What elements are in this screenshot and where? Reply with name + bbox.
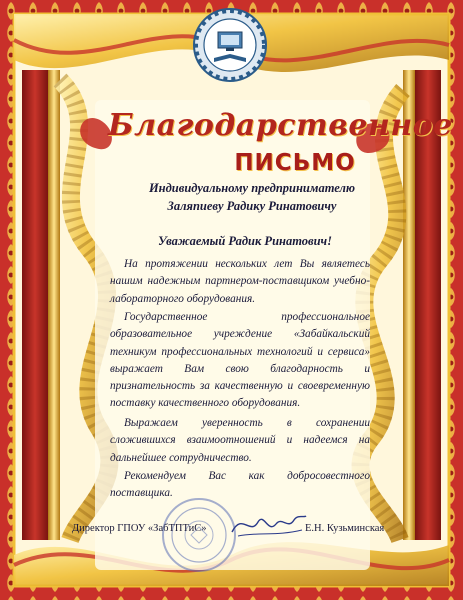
- title-script: Благодарственное: [108, 108, 453, 143]
- paragraph-line: сложившихся взаимоотношений и надеемся на: [110, 434, 370, 447]
- paragraph-line: Государственное профессиональное: [124, 311, 370, 323]
- paragraph-3: [110, 415, 370, 467]
- signatory-position: Директор ГПОУ «ЗабТПТиС»: [72, 523, 207, 534]
- paragraph-line: техникум профессиональных технологий и сервиса»: [110, 345, 370, 358]
- addressee-line-1: Индивидуальному предпринимателю: [148, 181, 356, 195]
- handwritten-signature: [228, 506, 308, 542]
- paragraph-line: Выражаем уверенность в сохранении: [124, 417, 370, 429]
- addressee-line-2: Заляпиеву Радику Ринатовичу: [167, 199, 337, 213]
- paragraph-line: На протяжении нескольких лет Вы являетесь: [124, 258, 370, 270]
- paragraph-line: образовательное учреждение «Забайкальский: [110, 328, 370, 341]
- paragraph-1: [110, 256, 370, 308]
- salutation: Уважаемый Радик Ринатович!: [158, 234, 332, 248]
- paragraph-line: дальнейшее сотрудничество.: [110, 451, 252, 464]
- paragraph-2: [110, 309, 370, 413]
- paragraph-line: Рекомендуем Вас как добросовестного: [124, 470, 370, 482]
- signatory-name: Е.Н. Кузьминская: [305, 523, 385, 534]
- paragraph-line: лабораторного оборудования.: [110, 292, 256, 305]
- title-main: ПИСЬМО: [234, 150, 356, 176]
- paragraph-line: признательность за качественную и своевременную: [110, 380, 370, 393]
- paragraph-line: поставщика.: [110, 487, 173, 500]
- paragraph-line: нашим надежным партнером-поставщиком учебно-: [110, 275, 370, 288]
- official-stamp: [160, 496, 238, 574]
- paragraph-line: выражает Вам свою благодарность и: [110, 362, 370, 375]
- paragraph-line: поставку качественного оборудования.: [110, 397, 301, 410]
- paragraph-4: [110, 468, 370, 503]
